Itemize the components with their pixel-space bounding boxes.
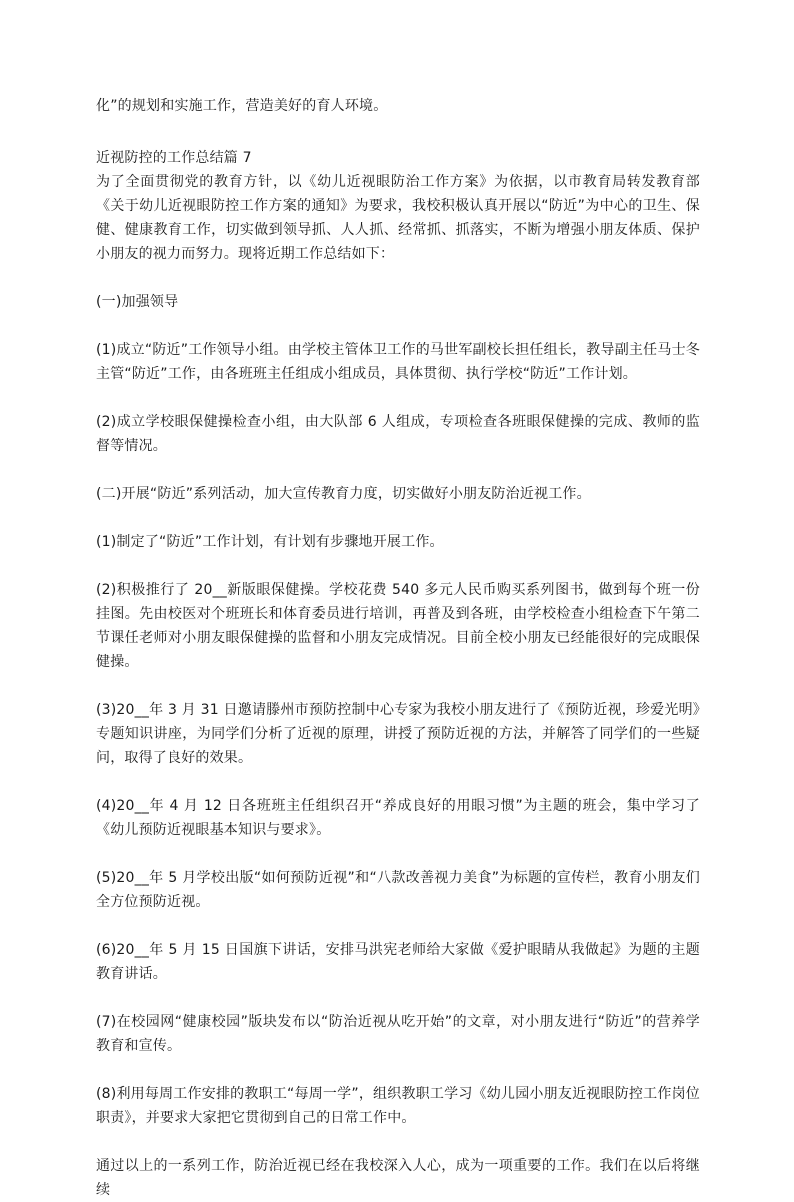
part2-item: (2)积极推行了 20__新版眼保健操。学校花费 540 多元人民币购买系列图书，做到每个班一份挂图。先由校医对个班班长和体育委员进行培训，再普及到各班，由学校检查小组检查下午第二节课任老师对小朋友眼保健操的监督和小朋友完成情况。目前全校小朋友已经能很好的完成眼保健操。 xyxy=(96,582,700,670)
part2-item: (8)利用每周工作安排的教职工“每周一学”，组织教职工学习《幼儿园小朋友近视眼防控工作岗位职责》，并要求大家把它贯彻到自己的日常工作中。 xyxy=(96,1086,700,1126)
part2-item: (3)20__年 3 月 31 日邀请滕州市预防控制中心专家为我校小朋友进行了《预防近视，珍爱光明》专题知识讲座，为同学们分析了近视的原理，讲授了预防近视的方法，并解答了同学们的一些疑问，取得了良好的效果。 xyxy=(96,702,700,766)
intro-paragraph: 为了全面贯彻党的教育方针，以《幼儿近视眼防治工作方案》为依据，以市教育局转发教育部《关于幼儿近视眼防控工作方案的通知》为要求，我校积极认真开展以“防近”为中心的卫生、保健、健康教育工作，切实做到领导抓、人人抓、经常抓、抓落实，不断为增强小朋友体质、保护小朋友的视力而努力。现将近期工作总结如下： xyxy=(96,174,700,262)
part1-item: (1)成立“防近”工作领导小组。由学校主管体卫工作的马世军副校长担任组长，教导副主任马士冬主管“防近”工作，由各班班主任组成小组成员，具体贯彻、执行学校“防近”工作计划。 xyxy=(96,342,700,382)
lead-fragment: 化”的规划和实施工作，营造美好的育人环境。 xyxy=(96,98,388,114)
part2-item: (6)20__年 5 月 15 日国旗下讲话，安排马洪宪老师给大家做《爱护眼睛从我做起》为题的主题教育讲话。 xyxy=(96,942,700,982)
closing-paragraph: 通过以上的一系列工作，防治近视已经在我校深入人心，成为一项重要的工作。我们在以后将继续 xyxy=(96,1158,700,1198)
part2-item: (7)在校园网“健康校园”版块发布以“防治近视从吃开始”的文章，对小朋友进行“防近”的营养学教育和宣传。 xyxy=(96,1014,700,1054)
part2-item: (1)制定了“防近”工作计划，有计划有步骤地开展工作。 xyxy=(96,534,444,550)
part2-item: (5)20__年 5 月学校出版“如何预防近视”和“八款改善视力美食”为标题的宣传栏，教育小朋友们全方位预防近视。 xyxy=(96,870,700,910)
part1-title: (一)加强领导 xyxy=(96,294,179,310)
part2-title: (二)开展“防近”系列活动，加大宣传教育力度，切实做好小朋友防治近视工作。 xyxy=(96,486,591,502)
part2-item: (4)20__年 4 月 12 日各班班主任组织召开“养成良好的用眼习惯”为主题的班会，集中学习了《幼儿预防近视眼基本知识与要求》。 xyxy=(96,798,700,838)
document-page xyxy=(96,94,700,1202)
section-title: 近视防控的工作总结篇 7 xyxy=(96,150,252,166)
part1-item: (2)成立学校眼保健操检查小组，由大队部 6 人组成，专项检查各班眼保健操的完成、教师的监督等情况。 xyxy=(96,414,700,454)
